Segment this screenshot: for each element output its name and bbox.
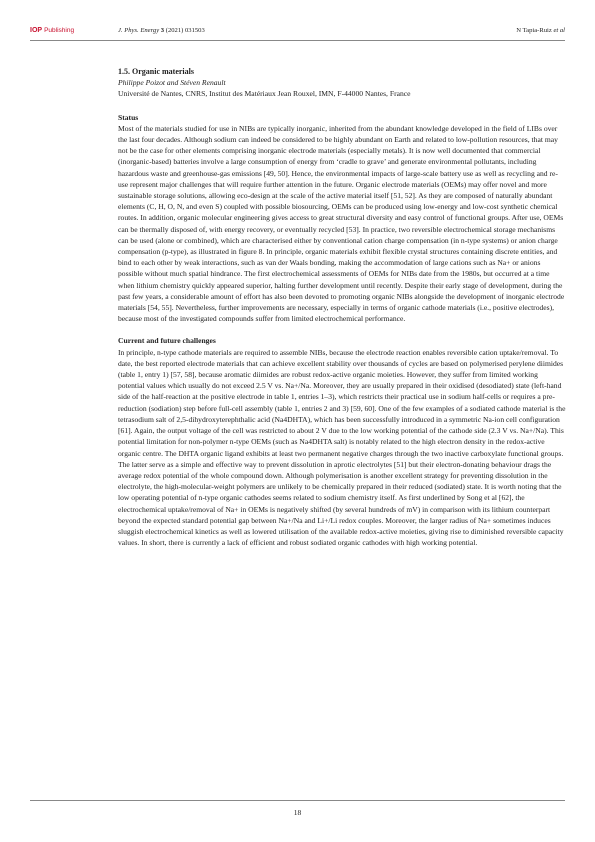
running-author-etal: et al: [553, 27, 565, 34]
logo-iop-text: IOP: [30, 27, 43, 34]
footer-rule: [30, 800, 565, 801]
article-body: [118, 66, 566, 548]
page-number: 18: [293, 808, 302, 817]
journal-citation: [118, 25, 205, 37]
section-authors: Philippe Poizot and Stéven Renault: [118, 78, 226, 88]
running-authors: [516, 25, 565, 37]
journal-name: J. Phys. Energy: [118, 27, 160, 34]
journal-volume: 3: [160, 27, 165, 34]
status-paragraph: Most of the materials studied for use in NIBs are typically inorganic, inherited from the abundant knowledge developed in the field of LIBs over the last four decades. Although sodium can indeed be considered to be highly abundant on Earth and related to low-pollution resources, that may not be the case for other elements comprising inorganic electrode materials (especially metals). It is now well documented that commercial (inorganic-based) batteries involve a large consumption of energy from ‘cradle to grave’ and generate environmental pollutants, including hazardous waste and greenhouse-gas emissions [49, 50]. Hence, the environmental impacts of large-scale battery use as well as recycling and re-use represent major challenges that will require further attention in the future. Organic electrode materials (OEMs) may offer novel and more sustainable storage solutions, allowing eco-design at the scale of the active material itself [51, 52]. As they are composed of naturally abundant elements (C, H, O, N, and even S) coupled with possible biosourcing, OEMs can be produced using low-energy and low-cost synthetic chemical routes. In addition, organic molecular engineering gives access to great structural diversity and easy control of functional groups. After use, OEMs can be thermally disposed of, with energy recovery, or eventually recycled [53]. In practice, two reversible electrochemical storage mechanisms can be used (alone or combined), which are characterised either by conventional cation charge compensation (in n-type systems) or anion charge compensation (p-type), as illustrated in figure 8. In principle, organic materials exhibit flexible crystal structures containing discrete entities, and bind to each other by weak interactions, such as van der Waals bonding, making the accommodation of large cations such as Na+ or anions possible without much spatial hindrance. The first electrochemical assessments of OEMs for NIBs date from the 1980s, but occurred at a time when lithium chemistry quickly appeared superior, halting further development until recently. Despite their early stage of development, during the past few years, a considerable amount of effort has also been devoted to promoting organic NIBs alongside the development of inorganic electrode materials [54, 55]. Nevertheless, further improvements are necessary, especially in terms of organic cathode materials (i.e., positive electrodes), because most of the investigated compounds suffer from limited electrochemical performance.: [118, 123, 565, 324]
running-author-name: N Tapia-Ruiz: [516, 27, 552, 34]
section-affiliation: Université de Nantes, CNRS, Institut des Matériaux Jean Rouxel, IMN, F-44000 Nantes, France: [118, 89, 411, 99]
logo-publishing-text: Publishing: [44, 27, 75, 34]
iop-publishing-logo: [30, 25, 74, 37]
challenges-paragraph: In principle, n-type cathode materials are required to assemble NIBs, because the electrode reaction enables reversible cation uptake/removal. To date, the best reported electrode materials that can achieve excellent stability over thousands of cycles are based on polymerised perylene diimides (table 1, entry 1) [57, 58], because aromatic diimides are robust redox-active organic moieties. However, they suffer from limited working potential values which usually do not exceed 2.5 V vs. Na+/Na. Moreover, they are usually prepared in their oxidised (desodiated) state (left-hand side of the half-reaction at the positive electrode in table 1, entries 1–3), which restricts their practical use in sodium half-cells or requires a pre-reduction (sodiation) step before full-cell assembly (table 1, entries 2 and 3) [59, 60]. One of the few examples of a sodiated cathode material is the tetrasodium salt of 2,5-dihydroxyterephthalic acid (Na4DHTA), which has been successfully introduced in a symmetric Na-ion cell configuration [61]. Again, the output voltage of the cell was restricted to about 2 V due to the low working potential of the cathode side (2.3 V vs. Na+/Na). This potential limitation for non-polymer n-type OEMs (such as Na4DHTA salt) is notably related to the high electron density in the redox-active organic centre. The DHTA organic ligand exhibits at least two permanent negative charges through the two inactive carboxylate functional groups. The latter serve as a simple and effective way to prevent dissolution in aprotic electrolytes [51] but their electron-donating behaviour drags the average redox potential of the whole compound down. Although polymerisation is another excellent strategy for preventing dissolution in the electrolyte, the high-molecular-weight polymers are unlikely to be chemically prepared in their reduced (sodiated) state. It is worth noting that the low operating potential of n-type organic cathodes seems related to sodium chemistry itself. As first underlined by Song et al [62], the electrochemical uptake/removal of Na+ in OEMs is negatively shifted (by several hundreds of mV) in comparison with its lithium counterpart beyond the expected standard potential gap between Na+/Na and Li+/Li redox couples. Moreover, the larger radius of Na+ sometimes induces sluggish electrochemical kinetics as well as lowered utilisation of the available redox-active moieties, giving rise to diminished reversible capacity values. In short, there is currently a lack of efficient and robust sodiated organic cathodes with high working potential.: [118, 347, 566, 548]
challenges-heading: Current and future challenges: [118, 336, 216, 346]
status-heading: Status: [118, 112, 139, 122]
section-title: 1.5. Organic materials: [118, 67, 194, 76]
page-header: [30, 25, 565, 37]
journal-year-article: (2021) 031503: [165, 27, 205, 34]
header-rule: [30, 40, 565, 41]
